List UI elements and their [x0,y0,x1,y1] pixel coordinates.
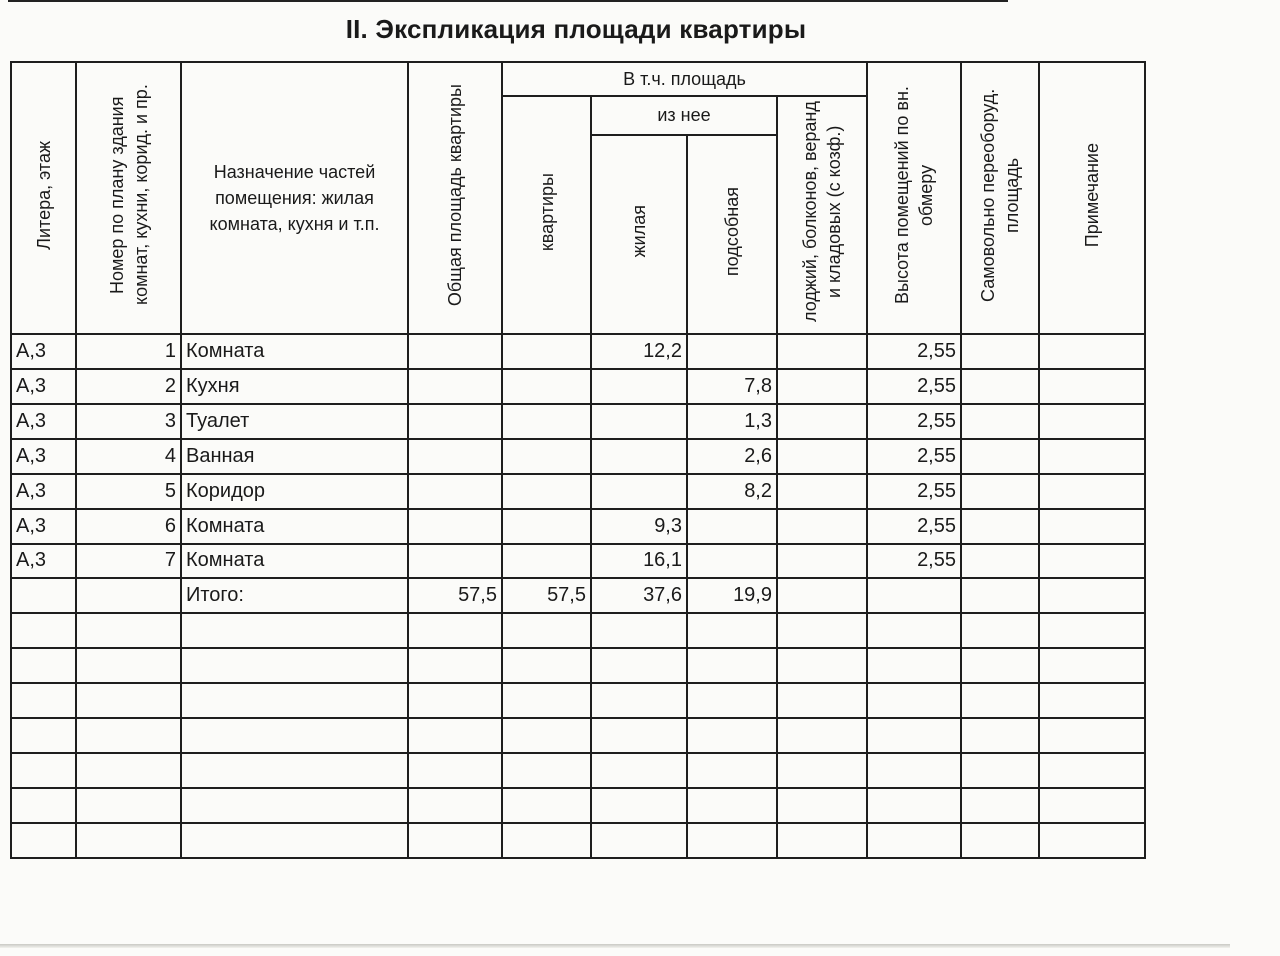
cell-nomer [76,578,181,613]
empty-cell [961,788,1039,823]
cell-samovolno [961,578,1039,613]
page-edge [0,944,1230,948]
empty-cell [867,613,961,648]
cell-primechanie [1039,404,1145,439]
cell-zhilaya: 12,2 [591,334,687,369]
empty-cell [867,753,961,788]
empty-cell [777,718,867,753]
empty-cell [181,718,408,753]
header-iz-nee [591,96,777,135]
empty-cell [961,683,1039,718]
header-naznachenie [181,62,408,334]
cell-nomer: 2 [76,369,181,404]
cell-nomer: 1 [76,334,181,369]
empty-row [11,788,1145,823]
header-obshchaya [408,62,502,334]
cell-podsobnaya: 19,9 [687,578,777,613]
empty-cell [777,648,867,683]
empty-row [11,648,1145,683]
header-zhilaya-label: жилая [629,205,649,258]
empty-cell [867,788,961,823]
cell-vysota: 2,55 [867,369,961,404]
cell-obshchaya [408,544,502,579]
cell-primechanie [1039,334,1145,369]
cell-podsobnaya: 2,6 [687,439,777,474]
empty-cell [1039,823,1145,858]
header-litera-label: Литера, этаж [33,140,54,250]
empty-cell [76,753,181,788]
cell-naznachenie: Комната [181,334,408,369]
empty-cell [867,718,961,753]
empty-cell [11,718,76,753]
cell-samovolno [961,439,1039,474]
cell-vysota: 2,55 [867,404,961,439]
empty-cell [1039,718,1145,753]
empty-cell [502,788,591,823]
header-kvartiry-label: квартиры [536,172,557,252]
empty-cell [687,613,777,648]
cell-naznachenie: Туалет [181,404,408,439]
cell-kvartiry [502,369,591,404]
explication-table [10,61,1146,859]
cell-nomer: 7 [76,544,181,579]
cell-podsobnaya [687,509,777,544]
empty-cell [181,788,408,823]
cell-obshchaya [408,439,502,474]
table-row [11,334,1145,369]
cell-vysota: 2,55 [867,474,961,509]
table-row [11,439,1145,474]
header-kvartiry [502,96,591,334]
empty-cell [687,753,777,788]
header-samovolno [961,62,1039,334]
empty-cell [408,613,502,648]
empty-cell [961,753,1039,788]
cell-kvartiry: 57,5 [502,578,591,613]
header-vtch [502,62,867,96]
header-podsobnaya [687,135,777,334]
empty-cell [502,613,591,648]
cell-samovolno [961,474,1039,509]
empty-cell [11,683,76,718]
cell-litera: А,3 [11,439,76,474]
cell-litera: А,3 [11,509,76,544]
cell-samovolno [961,334,1039,369]
table-row [11,578,1145,613]
empty-cell [408,683,502,718]
header-primechanie-label: Примечание [1082,142,1102,248]
empty-cell [408,823,502,858]
empty-cell [408,788,502,823]
cell-naznachenie: Комната [181,544,408,579]
empty-cell [1039,613,1145,648]
cell-samovolno [961,509,1039,544]
cell-naznachenie: Комната [181,509,408,544]
empty-cell [961,718,1039,753]
empty-cell [502,823,591,858]
empty-cell [777,788,867,823]
cell-nomer: 5 [76,474,181,509]
cell-podsobnaya: 1,3 [687,404,777,439]
cell-samovolno [961,369,1039,404]
cell-vysota: 2,55 [867,334,961,369]
empty-cell [777,823,867,858]
empty-cell [181,613,408,648]
cell-obshchaya [408,509,502,544]
empty-cell [591,683,687,718]
empty-cell [408,753,502,788]
empty-cell [76,613,181,648]
empty-cell [961,823,1039,858]
top-rule [8,0,1008,2]
empty-cell [687,823,777,858]
empty-cell [1039,648,1145,683]
header-lodzhii [777,96,867,334]
header-nomer [76,62,181,334]
cell-primechanie [1039,474,1145,509]
empty-cell [181,683,408,718]
cell-litera [11,578,76,613]
empty-cell [1039,753,1145,788]
empty-cell [961,613,1039,648]
cell-kvartiry [502,544,591,579]
cell-obshchaya [408,369,502,404]
empty-cell [591,613,687,648]
cell-samovolno [961,544,1039,579]
empty-cell [11,788,76,823]
cell-litera: А,3 [11,334,76,369]
cell-zhilaya [591,404,687,439]
header-vtch-label: В т.ч. площадь [623,68,746,89]
empty-cell [11,613,76,648]
empty-cell [777,753,867,788]
empty-cell [76,718,181,753]
cell-litera: А,3 [11,544,76,579]
cell-vysota: 2,55 [867,509,961,544]
cell-podsobnaya [687,334,777,369]
cell-nomer: 4 [76,439,181,474]
header-vysota [867,62,961,334]
cell-naznachenie: Коридор [181,474,408,509]
empty-row [11,823,1145,858]
cell-lodzhii [777,439,867,474]
empty-cell [502,753,591,788]
cell-podsobnaya [687,544,777,579]
header-samovolno-label: Самовольно переоборуд. площадь [978,88,1022,302]
cell-zhilaya: 16,1 [591,544,687,579]
empty-cell [687,718,777,753]
header-naznachenie-label: Назначение частей помещения: жилая комната, кухня и т.п. [209,162,380,234]
empty-cell [181,648,408,683]
empty-cell [961,648,1039,683]
empty-cell [76,683,181,718]
header-iz-nee-label: из нее [657,104,711,125]
table-row [11,509,1145,544]
header-zhilaya [591,135,687,334]
empty-cell [867,823,961,858]
table-body [11,334,1145,858]
cell-vysota [867,578,961,613]
empty-cell [11,753,76,788]
empty-cell [76,788,181,823]
empty-row [11,718,1145,753]
cell-primechanie [1039,578,1145,613]
empty-cell [76,823,181,858]
cell-kvartiry [502,404,591,439]
cell-zhilaya [591,474,687,509]
empty-row [11,613,1145,648]
cell-podsobnaya: 8,2 [687,474,777,509]
empty-cell [591,823,687,858]
empty-cell [76,648,181,683]
empty-cell [1039,683,1145,718]
cell-litera: А,3 [11,369,76,404]
cell-vysota: 2,55 [867,439,961,474]
empty-cell [687,683,777,718]
cell-lodzhii [777,334,867,369]
empty-cell [591,718,687,753]
cell-primechanie [1039,369,1145,404]
cell-lodzhii [777,369,867,404]
cell-primechanie [1039,544,1145,579]
empty-row [11,683,1145,718]
empty-cell [11,648,76,683]
empty-cell [502,648,591,683]
cell-kvartiry [502,509,591,544]
cell-primechanie [1039,509,1145,544]
cell-obshchaya [408,474,502,509]
header-obshchaya-label: Общая площадь квартиры [445,83,465,307]
cell-nomer: 6 [76,509,181,544]
cell-lodzhii [777,509,867,544]
empty-cell [687,648,777,683]
cell-naznachenie: Итого: [181,578,408,613]
cell-primechanie [1039,439,1145,474]
cell-lodzhii [777,578,867,613]
table-row [11,369,1145,404]
header-podsobnaya-label: подсобная [722,186,742,276]
cell-lodzhii [777,474,867,509]
empty-cell [687,788,777,823]
table-row [11,404,1145,439]
empty-cell [502,718,591,753]
cell-naznachenie: Ванная [181,439,408,474]
empty-cell [777,683,867,718]
header-vysota-label: Высота помещений по вн. обмеру [892,86,936,304]
cell-obshchaya [408,334,502,369]
header-nomer-label: Номер по плану здания комнат, кухни, корид. и пр. [106,84,151,306]
empty-cell [777,613,867,648]
page-title: II. Экспликация площади квартиры [345,14,807,44]
table-row [11,474,1145,509]
cell-obshchaya: 57,5 [408,578,502,613]
cell-podsobnaya: 7,8 [687,369,777,404]
empty-cell [502,683,591,718]
empty-cell [591,788,687,823]
cell-litera: А,3 [11,474,76,509]
empty-cell [591,648,687,683]
empty-cell [867,683,961,718]
empty-cell [408,718,502,753]
cell-samovolno [961,404,1039,439]
empty-cell [1039,788,1145,823]
empty-cell [181,753,408,788]
header-litera [11,62,76,334]
empty-row [11,753,1145,788]
empty-cell [867,648,961,683]
empty-cell [181,823,408,858]
empty-cell [408,648,502,683]
cell-litera: А,3 [11,404,76,439]
cell-zhilaya [591,369,687,404]
cell-kvartiry [502,439,591,474]
cell-kvartiry [502,474,591,509]
cell-lodzhii [777,404,867,439]
cell-nomer: 3 [76,404,181,439]
cell-zhilaya [591,439,687,474]
header-lodzhii-label: лоджий, болконов, веранд и кладовых (с козф.) [800,101,844,323]
cell-lodzhii [777,544,867,579]
table-row [11,544,1145,579]
empty-cell [11,823,76,858]
cell-obshchaya [408,404,502,439]
cell-zhilaya: 37,6 [591,578,687,613]
cell-kvartiry [502,334,591,369]
empty-cell [591,753,687,788]
header-primechanie [1039,62,1145,334]
cell-zhilaya: 9,3 [591,509,687,544]
cell-vysota: 2,55 [867,544,961,579]
cell-naznachenie: Кухня [181,369,408,404]
